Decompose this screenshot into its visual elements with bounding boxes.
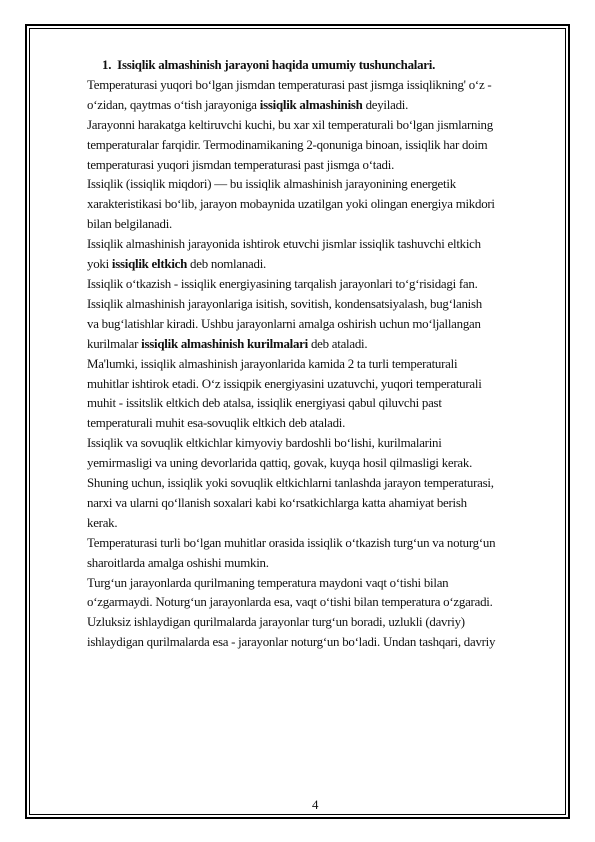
section-title: Issiqlik almashinish jarayoni haqida umumiy tushunchalari. (117, 58, 436, 72)
text-line (87, 414, 555, 434)
text-line (87, 96, 555, 116)
text-span: yemirmasligi va uning devorlarida qattiq, govak, kuyqa hosil qilmasligi kerak. (87, 456, 473, 471)
paragraph-lines (87, 76, 555, 653)
bold-term: issiqlik almashinish kurilmalari (141, 336, 308, 351)
text-line (87, 116, 555, 136)
text-line (87, 534, 555, 554)
text-span: temperaturalar farqidir. Termodinamikaning 2-qonuniga binoan, issiqlik har doim (87, 137, 488, 152)
text-line (87, 175, 555, 195)
text-line (87, 195, 555, 215)
text-line (87, 355, 555, 375)
text-line (87, 394, 555, 414)
text-span: Issiqlik o‘tkazish - issiqlik energiyasining tarqalish jarayonlari to‘g‘risidagi fan. (87, 276, 478, 291)
text-line (87, 335, 555, 355)
text-span: temperaturali muhit esa-sovuqlik eltkich deb ataladi. (87, 416, 346, 431)
text-span: Shuning uchun, issiqlik yoki sovuqlik eltkichlarni tanlashda jarayon temperaturasi, (87, 476, 494, 491)
text-span: kurilmalar (87, 336, 142, 351)
text-span: Issiqlik almashinish jarayonida ishtirok etuvchi jismlar issiqlik tashuvchi eltkich (87, 237, 481, 252)
text-line (87, 474, 555, 494)
text-line (87, 315, 555, 335)
text-line (87, 494, 555, 514)
text-line (87, 434, 555, 454)
text-span: o‘zidan, qaytmas o‘tish jarayoniga (87, 97, 260, 112)
text-line (87, 375, 555, 395)
text-span: bilan belgilanadi. (87, 217, 172, 232)
page-number: 4 (312, 798, 319, 812)
text-span: deyiladi. (362, 97, 409, 112)
text-span: temperaturasi yuqori jismdan temperaturasi past jismga o‘tadi. (87, 157, 395, 172)
section-heading (87, 56, 555, 76)
text-span: Temperaturasi turli bo‘lgan muhitlar orasida issiqlik o‘tkazish turg‘un va noturg‘un (87, 535, 496, 550)
text-line (87, 514, 555, 534)
text-line (87, 235, 555, 255)
text-span: o‘zgarmaydi. Noturg‘un jarayonlarda esa, vaqt o‘tishi bilan temperatura o‘zgaradi. (87, 595, 493, 610)
text-span: yoki (87, 257, 112, 272)
text-span: Jarayonni harakatga keltiruvchi kuchi, bu xar xil temperaturali bo‘lgan jismlarning (87, 117, 493, 132)
section-number: 1. (102, 58, 112, 72)
text-line (87, 215, 555, 235)
text-span: Issiqlik almashinish jarayonlariga isitish, sovitish, kondensatsiyalash, bug‘lanish (87, 296, 482, 311)
bold-term: issiqlik almashinish (259, 97, 363, 112)
text-line (87, 574, 555, 594)
text-line (87, 156, 555, 176)
text-span: muhit - issitslik eltkich deb atalsa, issiqlik energiyasi qabul qiluvchi past (87, 396, 442, 411)
bold-term: issiqlik eltkich (111, 257, 188, 272)
text-span: deb ataladi. (307, 336, 368, 351)
text-span: Turg‘un jarayonlarda qurilmaning temperatura maydoni vaqt o‘tishi bilan (87, 575, 449, 590)
text-span: ishlaydigan qurilmalarda esa - jarayonlar noturg‘un bo‘ladi. Undan tashqari, davriy (87, 635, 496, 650)
document-body (87, 56, 555, 653)
text-span: Issiqlik va sovuqlik eltkichlar kimyoviy bardoshli bo‘lishi, kurilmalarini (87, 436, 442, 451)
text-line (87, 593, 555, 613)
text-line (87, 295, 555, 315)
text-span: sharoitlarda amalga oshishi mumkin. (87, 555, 269, 570)
text-span: Issiqlik (issiqlik miqdori) — bu issiqlik almashinish jarayonining energetik (87, 177, 456, 192)
text-line (87, 76, 555, 96)
text-line (87, 554, 555, 574)
text-span: muhitlar ishtirok etadi. O‘z issiqpik energiyasini uzatuvchi, yuqori temperaturali (87, 376, 482, 391)
text-span: xarakteristikasi bo‘lib, jarayon mobaynida uzatilgan yoki olingan energiya mikdori (87, 197, 495, 212)
text-span: va bug‘latishlar kiradi. Ushbu jarayonlarni amalga oshirish uchun mo‘ljallangan (87, 316, 481, 331)
text-line (87, 136, 555, 156)
text-span: narxi va ularni qo‘llanish soxalari kabi ko‘rsatkichlarga katta ahamiyat berish (87, 495, 467, 510)
text-span: kerak. (87, 515, 118, 530)
text-line (87, 255, 555, 275)
text-line (87, 613, 555, 633)
text-line (87, 633, 555, 653)
text-span: Temperaturasi yuqori bo‘lgan jismdan temperaturasi past jismga issiqlikning' o‘z - (87, 77, 492, 92)
text-span: Ma'lumki, issiqlik almashinish jarayonlarida kamida 2 ta turli temperaturali (87, 356, 458, 371)
text-span: Uzluksiz ishlaydigan qurilmalarda jarayonlar turg‘un boradi, uzlukli (davriy) (87, 615, 465, 630)
text-span: deb nomlanadi. (187, 257, 267, 272)
text-line (87, 275, 555, 295)
text-line (87, 454, 555, 474)
